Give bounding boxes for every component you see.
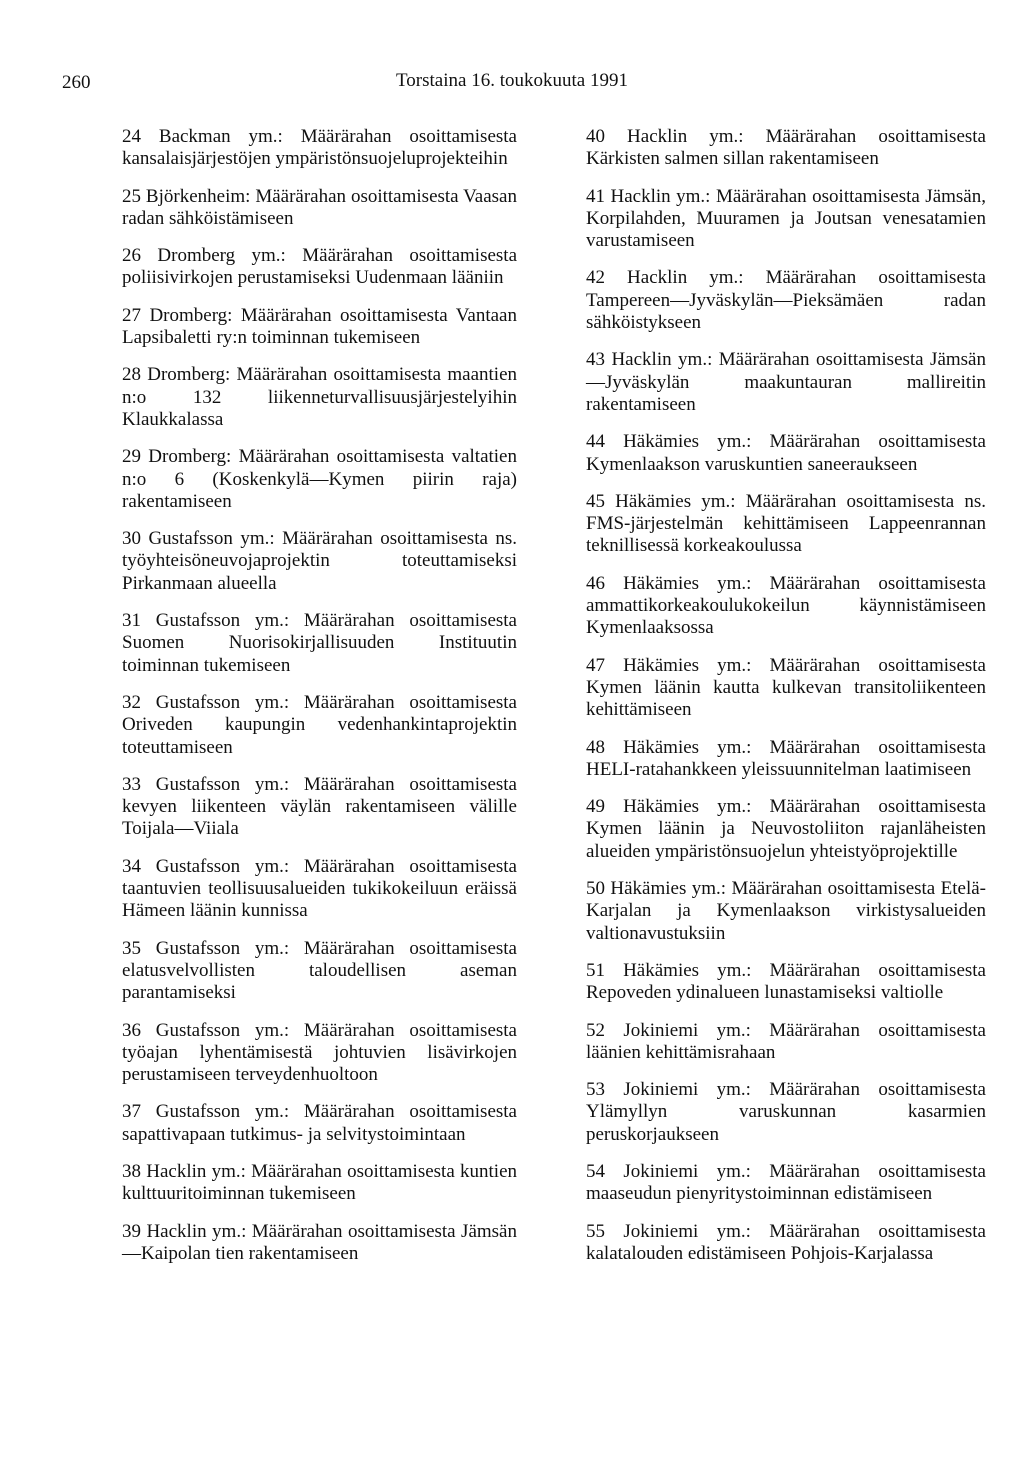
right-column [586, 126, 986, 1280]
list-item: 55 Jokiniemi ym.: Määrärahan osoittamisesta kalatalouden edistämiseen Pohjois-Karjalassa [586, 1220, 986, 1264]
list-item: 35 Gustafsson ym.: Määrärahan osoittamisesta elatusvelvollisten taloudellisen aseman parantamiseksi [122, 937, 517, 1004]
list-item: 27 Dromberg: Määrärahan osoittamisesta Vantaan Lapsibaletti ry:n toiminnan tukemiseen [122, 304, 517, 349]
list-item: 45 Häkämies ym.: Määrärahan osoittamisesta ns. FMS-järjestelmän kehittämiseen Lappeenrannan teknillisessä korkeakoulussa [586, 490, 986, 557]
list-item: 37 Gustafsson ym.: Määrärahan osoittamisesta sapattivapaan tutkimus- ja selvitystoimintaan [122, 1101, 517, 1145]
list-item: 43 Hacklin ym.: Määrärahan osoittamisesta Jämsän—Jyväskylän maakuntauran mallireitin rakentamiseen [586, 349, 986, 415]
list-item: 24 Backman ym.: Määrärahan osoittamisesta kansalaisjärjestöjen ympäristönsuojeluprojekteihin [122, 126, 517, 170]
list-item: 49 Häkämies ym.: Määrärahan osoittamisesta Kymen läänin ja Neuvostoliiton rajanläheisten alueiden ympäristönsuojelun yhteistyöprojektille [586, 796, 986, 862]
running-header: Torstaina 16. toukokuuta 1991 [396, 70, 628, 91]
page-number: 260 [62, 72, 91, 93]
list-item: 53 Jokiniemi ym.: Määrärahan osoittamisesta Ylämyllyn varuskunnan kasarmien peruskorjaukseen [586, 1079, 986, 1145]
list-item: 47 Häkämies ym.: Määrärahan osoittamisesta Kymen läänin kautta kulkevan transitoliikenteen kehittämiseen [586, 654, 986, 721]
list-item: 25 Björkenheim: Määrärahan osoittamisesta Vaasan radan sähköistämiseen [122, 185, 517, 229]
list-item: 30 Gustafsson ym.: Määrärahan osoittamisesta ns. työyhteisöneuvojaprojektin toteuttamiseksi Pirkanmaan alueella [122, 528, 517, 594]
list-item: 46 Häkämies ym.: Määrärahan osoittamisesta ammattikorkeakoulukokeilun käynnistämiseen Kymenlaaksossa [586, 572, 986, 639]
list-item: 52 Jokiniemi ym.: Määrärahan osoittamisesta läänien kehittämisrahaan [586, 1019, 986, 1063]
list-item: 36 Gustafsson ym.: Määrärahan osoittamisesta työajan lyhentämisestä johtuvien lisävirkojen perustamiseen terveydenhuoltoon [122, 1019, 517, 1086]
list-item: 42 Hacklin ym.: Määrärahan osoittamisesta Tampereen—Jyväskylän—Pieksämäen radan sähköistykseen [586, 267, 986, 334]
list-item: 39 Hacklin ym.: Määrärahan osoittamisesta Jämsän—Kaipolan tien rakentamiseen [122, 1220, 517, 1264]
list-item: 34 Gustafsson ym.: Määrärahan osoittamisesta taantuvien teollisuusalueiden tukikokeiluun eräissä Hämeen läänin kunnissa [122, 855, 517, 922]
list-item: 48 Häkämies ym.: Määrärahan osoittamisesta HELI-ratahankkeen yleissuunnitelman laatimiseen [586, 736, 986, 780]
list-item: 28 Dromberg: Määrärahan osoittamisesta maantien n:o 132 liikenneturvallisuusjärjestelyihin Klaukkalassa [122, 364, 517, 430]
list-item: 40 Hacklin ym.: Määrärahan osoittamisesta Kärkisten salmen sillan rakentamiseen [586, 126, 986, 170]
list-item: 38 Hacklin ym.: Määrärahan osoittamisesta kuntien kulttuuritoiminnan tukemiseen [122, 1160, 517, 1205]
list-item: 51 Häkämies ym.: Määrärahan osoittamisesta Repoveden ydinalueen lunastamiseksi valtiolle [586, 959, 986, 1004]
list-item: 54 Jokiniemi ym.: Määrärahan osoittamisesta maaseudun pienyritystoiminnan edistämiseen [586, 1160, 986, 1205]
list-item: 33 Gustafsson ym.: Määrärahan osoittamisesta kevyen liikenteen väylän rakentamiseen välille Toijala—Viiala [122, 773, 517, 840]
list-item: 44 Häkämies ym.: Määrärahan osoittamisesta Kymenlaakson varuskuntien saneeraukseen [586, 431, 986, 475]
list-item: 26 Dromberg ym.: Määrärahan osoittamisesta poliisivirkojen perustamiseksi Uudenmaan lääniin [122, 245, 517, 289]
list-item: 41 Hacklin ym.: Määrärahan osoittamisesta Jämsän, Korpilahden, Muuramen ja Joutsan venesatamien varustamiseen [586, 185, 986, 252]
list-item: 29 Dromberg: Määrärahan osoittamisesta valtatien n:o 6 (Koskenkylä—Kymen piirin raja) rakentamiseen [122, 446, 517, 512]
list-item: 50 Häkämies ym.: Määrärahan osoittamisesta Etelä-Karjalan ja Kymenlaakson virkistysalueiden valtionavustuksiin [586, 878, 986, 944]
list-item: 32 Gustafsson ym.: Määrärahan osoittamisesta Oriveden kaupungin vedenhankintaprojektin toteuttamiseen [122, 691, 517, 758]
list-item: 31 Gustafsson ym.: Määrärahan osoittamisesta Suomen Nuorisokirjallisuuden Instituutin toiminnan tukemiseen [122, 610, 517, 676]
left-column [122, 126, 517, 1280]
